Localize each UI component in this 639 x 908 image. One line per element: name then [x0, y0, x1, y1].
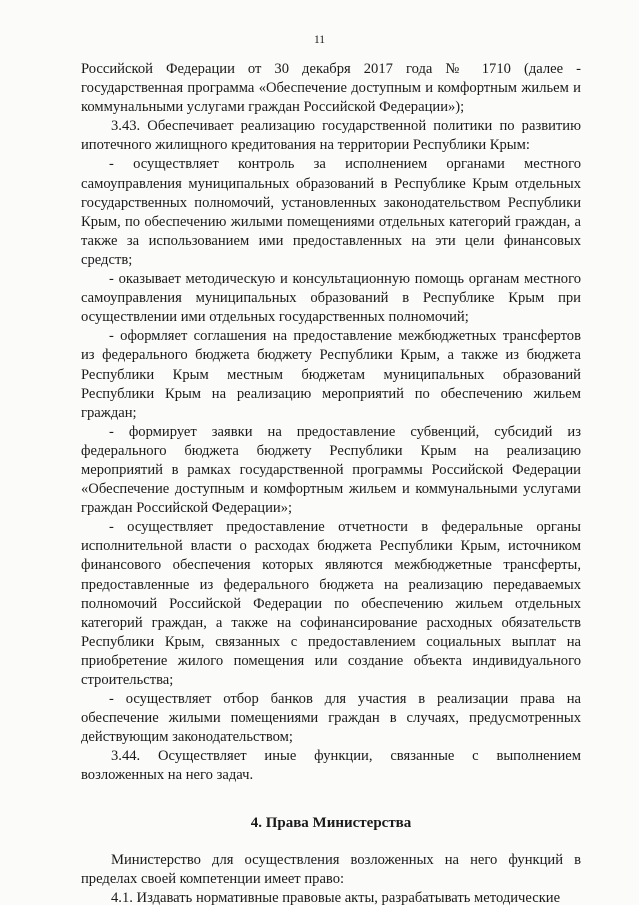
list-item-subsidy-requests: - формирует заявки на предоставление субвенций, субсидий из федерального бюджета бюджету Республики Крым на реализацию мероприятий в рамках государственной программы Российской Федерации «Обеспечение доступным и комфортным жильем и коммунальными услугами граждан Российской Федерации»;	[81, 423, 581, 517]
list-item-reporting: - осуществляет предоставление отчетности в федеральные органы исполнительной власти о расходах бюджета Республики Крым, источником финансового обеспечения которых являются межбюджетные трансферты, предоставленные из федерального бюджета на реализацию передаваемых полномочий Российской Федерации по обеспечению жильем отдельных категорий граждан, а также на софинансирование расходных обязательств Республики Крым, связанных с предоставлением социальных выплат на приобретение жилого помещения или создание объекта индивидуального строительства;	[81, 519, 581, 688]
list-item-control: - осуществляет контроль за исполнением органами местного самоуправления муниципальных образований в Республике Крым отдельных государственных полномочий, установленных законодательством Республики Крым, по обеспечению жилыми помещениями отдельных категорий граждан, а также за использованием ими предоставленных на эти цели финансовых средств;	[81, 156, 581, 268]
list-item-methodical-help: - оказывает методическую и консультационную помощь органам местного самоуправления муниципальных образований в Республике Крым при осуществлении ими отдельных государственных полномочий;	[81, 271, 581, 326]
paragraph-item-4-1: 4.1. Издавать нормативные правовые акты, разрабатывать методические	[111, 889, 561, 906]
paragraph-rights-intro: Министерство для осуществления возложенных на него функций в пределах своей компетенции имеет право:	[81, 851, 581, 887]
list-item-bank-selection: - осуществляет отбор банков для участия в реализации права на обеспечение жилыми помещениями граждан в случаях, предусмотренных действующим законодательством;	[81, 691, 581, 746]
document-body	[81, 60, 581, 908]
paragraph-continuation: Российской Федерации от 30 декабря 2017 года № 1710 (далее - государственная программа «Обеспечение доступным и комфортным жильем и коммунальными услугами граждан Российской Федерации»);	[81, 61, 581, 116]
paragraph-item-3-44: 3.44. Осуществляет иные функции, связанные с выполнением возложенных на него задач.	[81, 748, 581, 784]
paragraph-item-3-43: 3.43. Обеспечивает реализацию государственной политики по развитию ипотечного жилищного кредитования на территории Республики Крым:	[81, 118, 581, 154]
list-item-agreements: - оформляет соглашения на предоставление межбюджетных трансфертов из федерального бюджета бюджету Республики Крым, а также из бюджета Республики Крым местным бюджетам муниципальных образований Республики Крым на реализацию мероприятий по обеспечению жильем граждан;	[81, 328, 581, 421]
page-number: 11	[313, 34, 326, 46]
section-heading: 4. Права Министерства	[250, 814, 412, 831]
